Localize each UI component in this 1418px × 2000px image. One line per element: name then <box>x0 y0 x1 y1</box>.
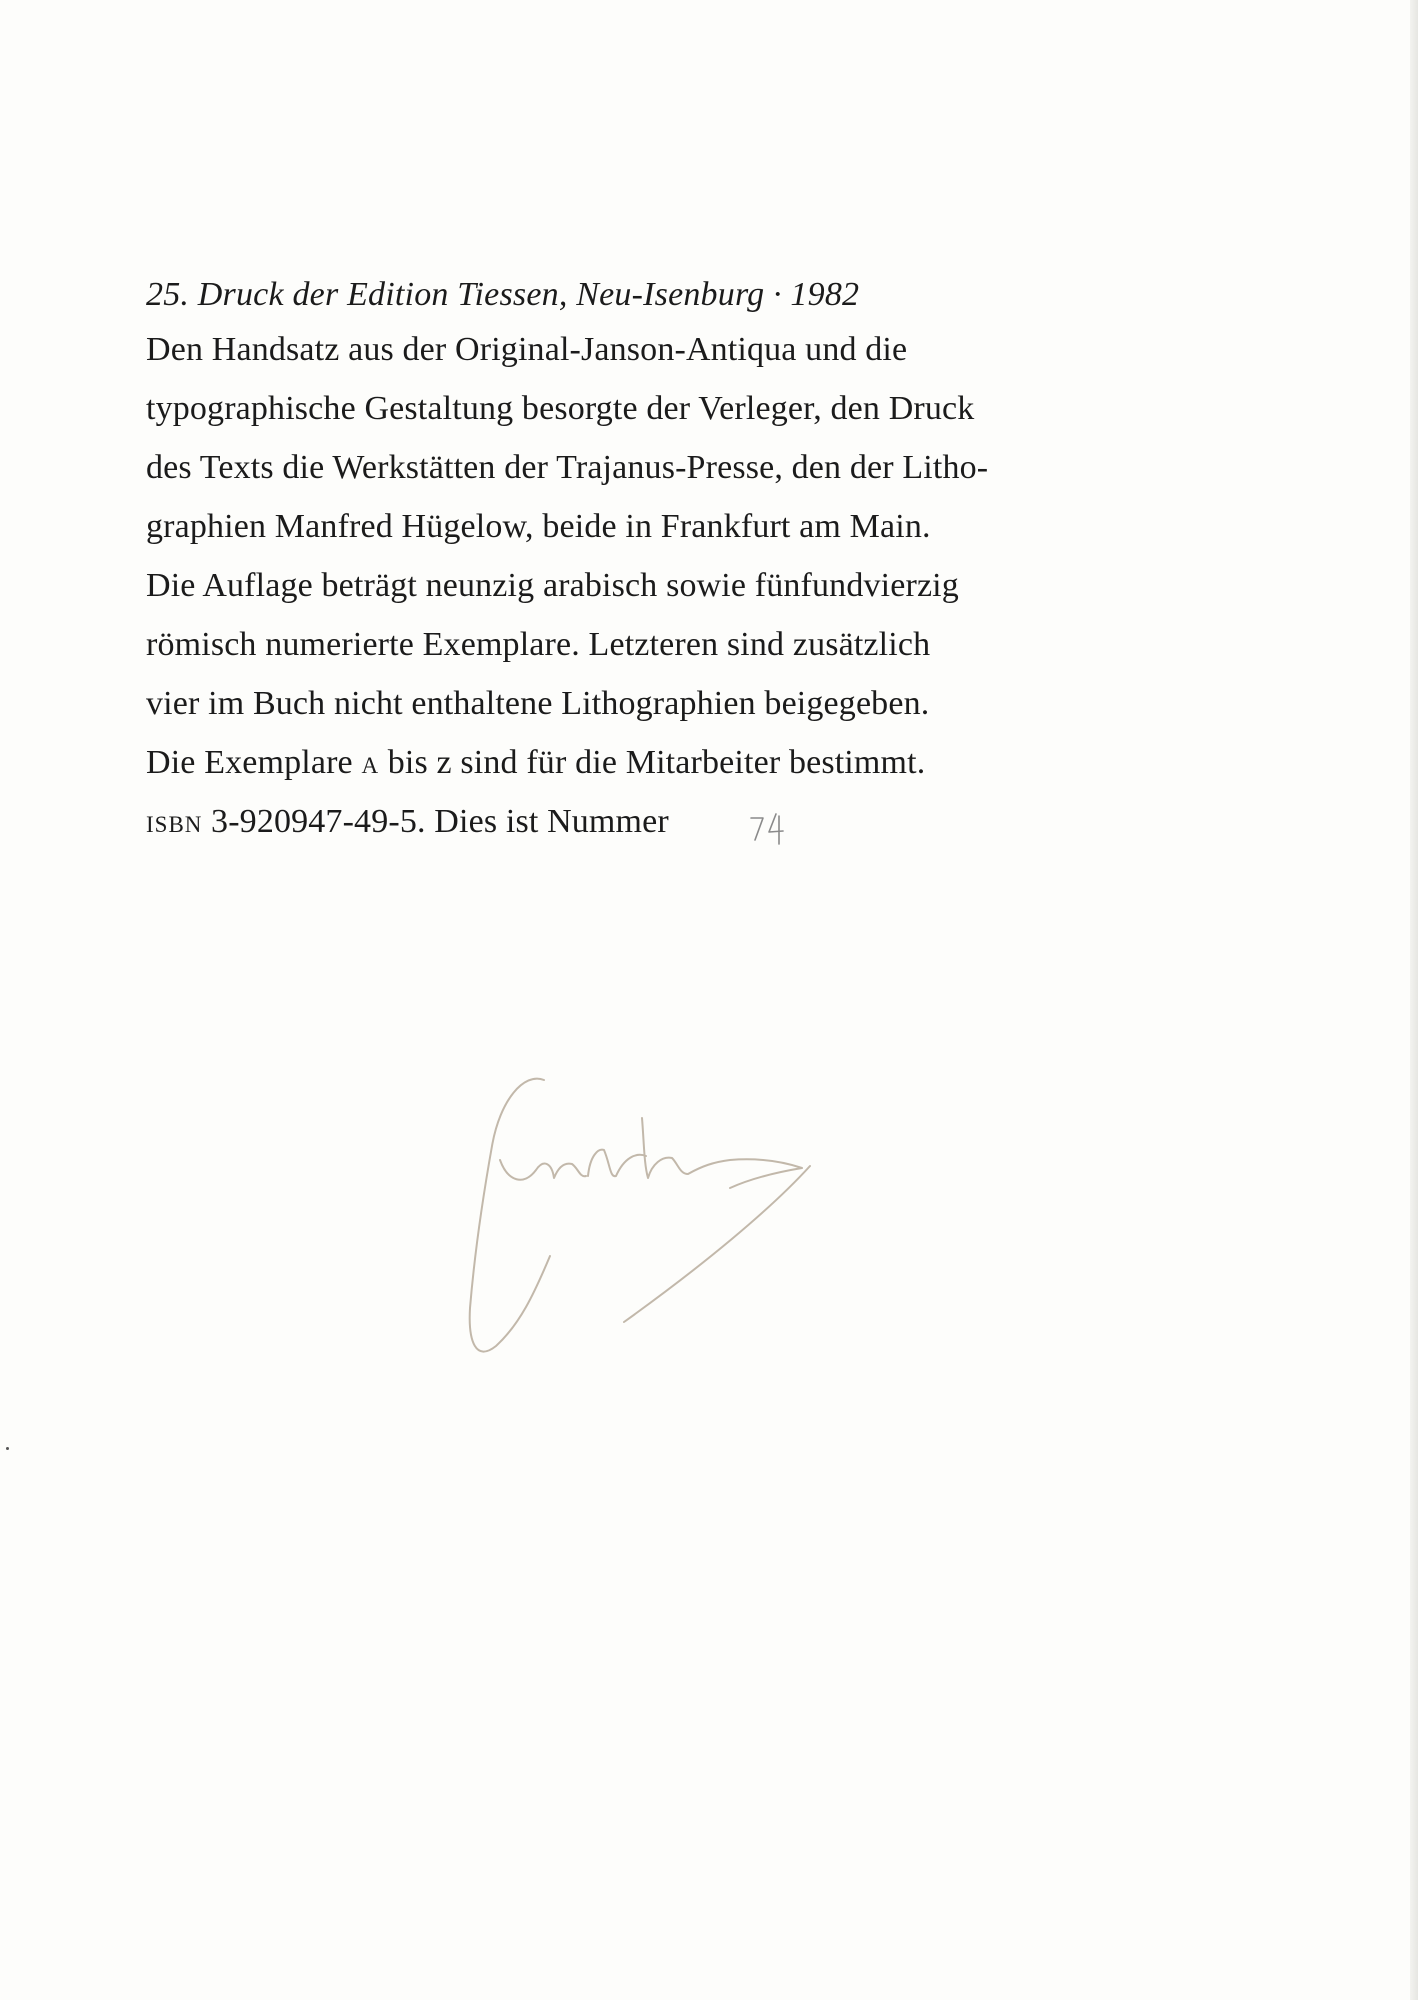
copies-suffix: bis z sind für die Mitarbeiter bestimmt. <box>379 744 926 781</box>
colophon-line-1: Den Handsatz aus der Original-Janson-Antiqua und die <box>146 331 908 368</box>
colophon-line-5: Die Auflage beträgt neunzig arabisch sowie fünfundvierzig <box>146 567 959 604</box>
colophon-line-7: vier im Buch nicht enthaltene Lithographien beigegeben. <box>146 685 930 722</box>
isbn-text: 3-920947-49-5. Dies ist Nummer <box>202 803 669 840</box>
colophon-line-2: typographische Gestaltung besorgte der Verleger, den Druck <box>146 390 975 427</box>
paper-speck <box>6 1447 9 1450</box>
copies-prefix: Die Exemplare <box>146 744 362 781</box>
colophon-copies-line <box>146 733 1146 792</box>
pencil-signature <box>440 1060 910 1370</box>
colophon-isbn-line <box>146 792 1146 851</box>
handwritten-copy-number <box>748 810 788 850</box>
isbn-label: ISBN <box>146 812 203 837</box>
colophon-heading: 25. Druck der Edition Tiessen, Neu-Isenburg · 1982 <box>146 276 860 313</box>
page-edge-shadow <box>1410 0 1418 2000</box>
colophon-line-4: graphien Manfred Hügelow, beide in Frankfurt am Main. <box>146 508 931 545</box>
colophon-text-block <box>146 270 1146 851</box>
colophon-line-3: des Texts die Werkstätten der Trajanus-Presse, den der Litho- <box>146 449 989 486</box>
copies-letter: A <box>361 753 380 778</box>
colophon-line-6: römisch numerierte Exemplare. Letzteren sind zusätzlich <box>146 626 931 663</box>
